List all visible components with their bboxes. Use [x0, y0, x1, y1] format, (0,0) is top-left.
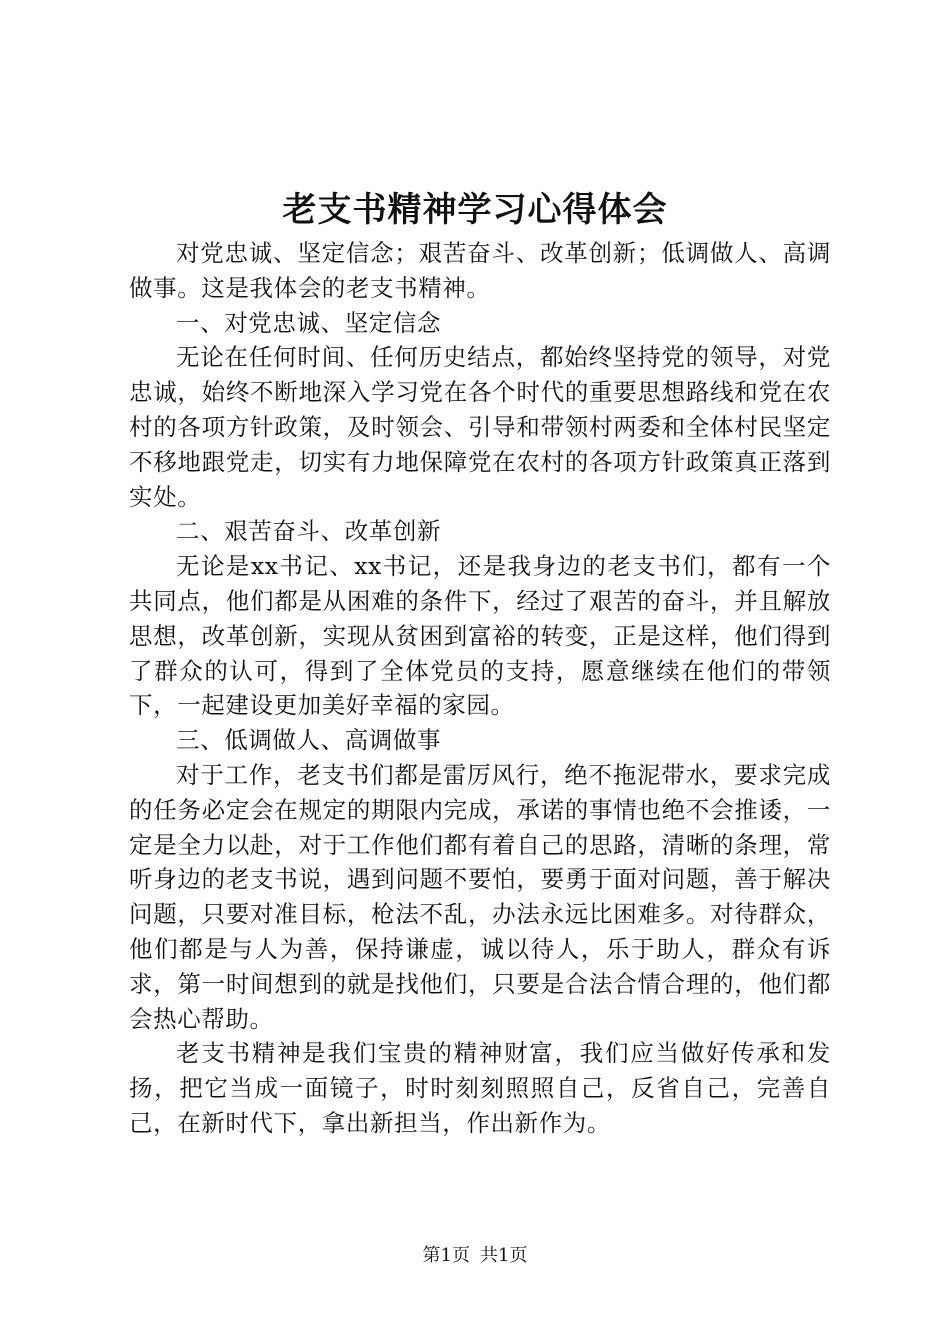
section-heading-2: 二、艰苦奋斗、改革创新 [176, 517, 442, 546]
section-heading-3: 三、低调做人、高调做事 [176, 726, 442, 755]
page-number-current: 第1页 [422, 1245, 470, 1266]
closing-paragraph: 老支书精神是我们宝贵的精神财富，我们应当做好传承和发扬，把它当成一面镜子，时时刻刻照照自己，反省自己，完善自己，在新时代下，拿出新担当，作出新作为。 [129, 1039, 831, 1137]
document-title: 老支书精神学习心得体会 [282, 190, 668, 230]
section-paragraph-2: 无论是xx书记、xx书记，还是我身边的老支书们，都有一个共同点，他们都是从困难的条件下，经过了艰苦的奋斗，并且解放思想，改革创新，实现从贫困到富裕的转变，正是这样，他们得到了群众的认可，得到了全体党员的支持，愿意继续在他们的带领下，一起建设更加美好幸福的家园。 [129, 552, 831, 720]
page-number-total: 共1页 [480, 1245, 528, 1266]
intro-paragraph: 对党忠诚、坚定信念；艰苦奋斗、改革创新；低调做人、高调做事。这是我体会的老支书精神。 [129, 239, 831, 302]
section-paragraph-1: 无论在任何时间、任何历史结点，都始终坚持党的领导，对党忠诚，始终不断地深入学习党在各个时代的重要思想路线和党在农村的各项方针政策，及时领会、引导和带领村两委和全体村民坚定不移地跟党走，切实有力地保障党在农村的各项方针政策真正落到实处。 [129, 343, 831, 511]
page-footer [0, 1244, 950, 1268]
section-heading-1: 一、对党忠诚、坚定信念 [176, 308, 442, 337]
section-paragraph-3: 对于工作，老支书们都是雷厉风行，绝不拖泥带水，要求完成的任务必定会在规定的期限内完成，承诺的事情也绝不会推诿，一定是全力以赴，对于工作他们都有着自己的思路，清晰的条理，常听身边的老支书说，遇到问题不要怕，要勇于面对问题，善于解决问题，只要对准目标，枪法不乱，办法永远比困难多。对待群众，他们都是与人为善，保持谦虚，诚以待人，乐于助人，群众有诉求，第一时间想到的就是找他们，只要是合法合情合理的，他们都会热心帮助。 [129, 760, 831, 1033]
document-body [129, 236, 831, 1141]
